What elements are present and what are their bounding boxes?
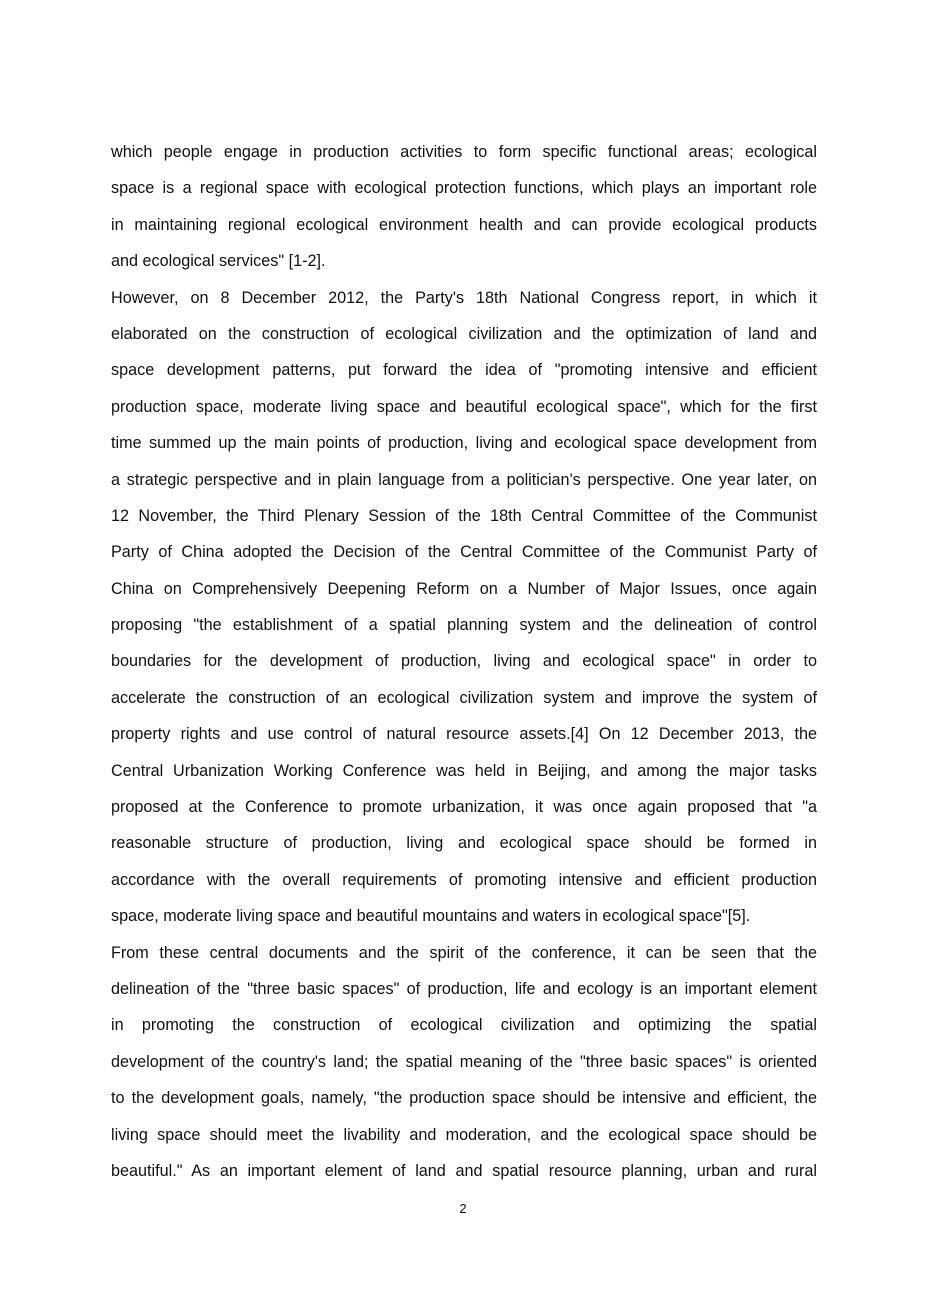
text-line: accordance with the overall requirements of promoting intensive and efficient production xyxy=(111,870,817,889)
text-line: accelerate the construction of an ecological civilization system and improve the system of xyxy=(111,688,817,707)
text-line: in promoting the construction of ecological civilization and optimizing the spatial xyxy=(111,1016,817,1035)
text-line: reasonable structure of production, living and ecological space should be formed in xyxy=(111,834,817,853)
text-line: property rights and use control of natural resource assets.[4] On 12 December 2013, the xyxy=(111,725,817,744)
text-line: to the development goals, namely, "the production space should be intensive and efficient, the xyxy=(111,1089,817,1108)
text-line: 12 November, the Third Plenary Session of the 18th Central Committee of the Communist xyxy=(111,506,817,525)
text-line: From these central documents and the spirit of the conference, it can be seen that the xyxy=(111,943,817,962)
paragraph-1 xyxy=(111,134,817,280)
text-line: a strategic perspective and in plain language from a politician's perspective. One year later, on xyxy=(111,470,817,489)
text-line: living space should meet the livability and moderation, and the ecological space should be xyxy=(111,1125,817,1144)
text-line: time summed up the main points of production, living and ecological space development from xyxy=(111,434,817,453)
text-line: delineation of the "three basic spaces" of production, life and ecology is an important element xyxy=(111,979,817,998)
text-line: which people engage in production activities to form specific functional areas; ecological xyxy=(111,143,817,161)
text-line: space development patterns, put forward the idea of "promoting intensive and efficient xyxy=(111,361,817,380)
text-line: Central Urbanization Working Conference was held in Beijing, and among the major tasks xyxy=(111,761,817,780)
paragraph-2 xyxy=(111,280,817,935)
text-line: space, moderate living space and beautiful mountains and waters in ecological space"[5]. xyxy=(111,907,751,926)
paragraph-3 xyxy=(111,935,817,1190)
text-line: and ecological services" [1-2]. xyxy=(111,252,326,271)
text-line: China on Comprehensively Deepening Reform on a Number of Major Issues, once again xyxy=(111,579,817,598)
text-line: elaborated on the construction of ecological civilization and the optimization of land and xyxy=(111,324,817,343)
text-line: Party of China adopted the Decision of the Central Committee of the Communist Party of xyxy=(111,543,817,562)
text-line: boundaries for the development of production, living and ecological space" in order to xyxy=(111,652,817,671)
text-line: development of the country's land; the spatial meaning of the "three basic spaces" is oriented xyxy=(111,1052,817,1071)
text-line: proposed at the Conference to promote urbanization, it was once again proposed that "a xyxy=(111,798,817,817)
text-line: production space, moderate living space and beautiful ecological space", which for the first xyxy=(111,397,817,416)
text-line: However, on 8 December 2012, the Party's 18th National Congress report, in which it xyxy=(111,288,817,307)
page-number: 2 xyxy=(459,1201,467,1216)
body-text xyxy=(111,134,817,1189)
text-line: space is a regional space with ecological protection functions, which plays an important role xyxy=(111,179,817,198)
text-line: in maintaining regional ecological environment health and can provide ecological products xyxy=(111,215,817,234)
text-line: proposing "the establishment of a spatial planning system and the delineation of control xyxy=(111,616,817,635)
text-line: beautiful." As an important element of land and spatial resource planning, urban and rural xyxy=(111,1161,817,1180)
